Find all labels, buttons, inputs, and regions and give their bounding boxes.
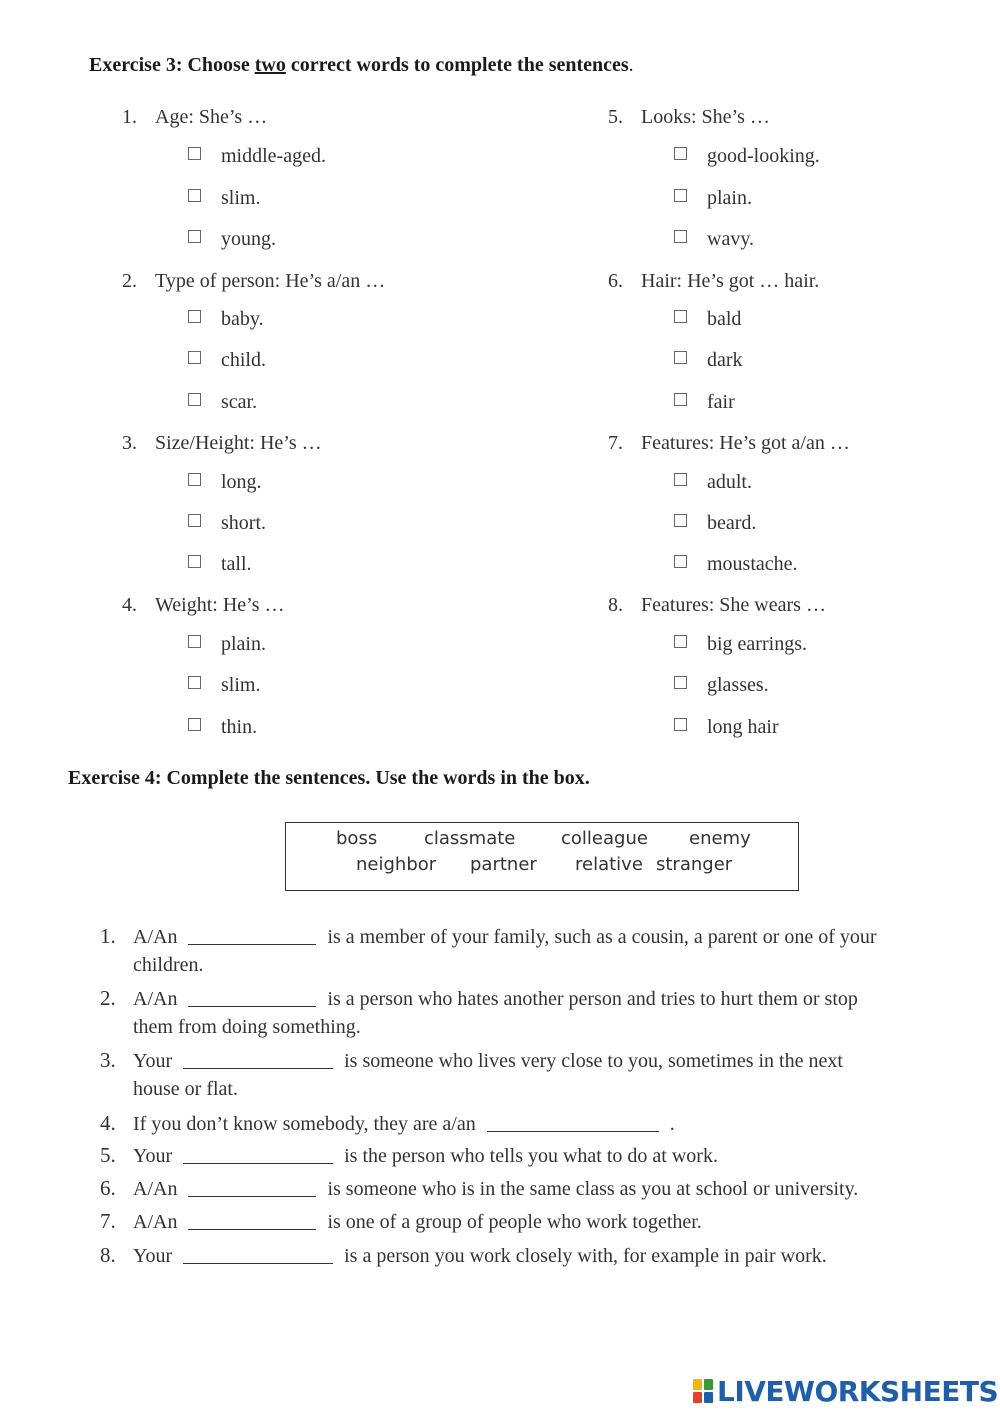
option-checkbox[interactable]: tall. — [188, 553, 252, 576]
option-checkbox[interactable]: long. — [188, 471, 262, 494]
option-checkbox[interactable]: long hair — [674, 716, 779, 739]
checkbox-icon[interactable] — [674, 230, 687, 243]
checkbox-icon[interactable] — [188, 718, 201, 731]
checkbox-icon[interactable] — [188, 393, 201, 406]
checkbox-icon[interactable] — [188, 635, 201, 648]
word-box — [285, 822, 799, 891]
option-checkbox[interactable]: adult. — [674, 471, 752, 494]
question-2: 2. Type of person: He’s a/an … — [122, 270, 386, 292]
checkbox-icon[interactable] — [674, 393, 687, 406]
word-box-item: classmate — [424, 828, 516, 849]
sentence-5: 5. Your is the person who tells you what to do at work. — [100, 1143, 718, 1167]
option-checkbox[interactable]: moustache. — [674, 553, 798, 576]
word-box-item: neighbor — [356, 854, 437, 875]
checkbox-icon[interactable] — [188, 230, 201, 243]
answer-blank[interactable] — [188, 928, 316, 945]
checkbox-icon[interactable] — [188, 514, 201, 527]
answer-blank[interactable] — [188, 1213, 316, 1230]
option-checkbox[interactable]: plain. — [674, 187, 752, 210]
sentence-1: 1. A/An is a member of your family, such as a cousin, a parent or one of your children. — [100, 924, 877, 976]
option-checkbox[interactable]: short. — [188, 512, 266, 535]
checkbox-icon[interactable] — [188, 676, 201, 689]
sentence-8: 8. Your is a person you work closely with, for example in pair work. — [100, 1243, 827, 1267]
checkbox-icon[interactable] — [188, 351, 201, 364]
option-checkbox[interactable]: bald — [674, 308, 741, 331]
answer-blank[interactable] — [188, 1180, 316, 1197]
answer-blank[interactable] — [183, 1247, 333, 1264]
option-checkbox[interactable]: big earrings. — [674, 633, 807, 656]
checkbox-icon[interactable] — [674, 147, 687, 160]
option-checkbox[interactable]: child. — [188, 349, 266, 372]
checkbox-icon[interactable] — [674, 189, 687, 202]
word-box-item: relative — [575, 854, 643, 875]
option-checkbox[interactable]: beard. — [674, 512, 756, 535]
option-checkbox[interactable]: fair — [674, 391, 735, 414]
word-box-item: boss — [336, 828, 378, 849]
liveworksheets-logo — [693, 1374, 998, 1408]
checkbox-icon[interactable] — [674, 676, 687, 689]
logo-mark-icon — [693, 1379, 713, 1403]
question-3: 3. Size/Height: He’s … — [122, 432, 322, 454]
question-5: 5. Looks: She’s … — [608, 106, 770, 128]
option-checkbox[interactable]: plain. — [188, 633, 266, 656]
exercise-3-heading: Exercise 3: Choose two correct words to complete the sentences. — [89, 54, 634, 76]
question-1: 1. Age: She’s … — [122, 106, 268, 128]
sentence-7: 7. A/An is one of a group of people who work together. — [100, 1209, 702, 1233]
checkbox-icon[interactable] — [674, 635, 687, 648]
option-checkbox[interactable]: thin. — [188, 716, 257, 739]
option-checkbox[interactable]: young. — [188, 228, 276, 251]
option-checkbox[interactable]: wavy. — [674, 228, 754, 251]
word-box-item: enemy — [689, 828, 751, 849]
answer-blank[interactable] — [183, 1052, 333, 1069]
option-checkbox[interactable]: slim. — [188, 674, 260, 697]
sentence-3: 3. Your is someone who lives very close to you, sometimes in the next house or flat. — [100, 1048, 843, 1100]
checkbox-icon[interactable] — [674, 351, 687, 364]
answer-blank[interactable] — [183, 1147, 333, 1164]
question-7: 7. Features: He’s got a/an … — [608, 432, 850, 454]
checkbox-icon[interactable] — [188, 473, 201, 486]
sentence-6: 6. A/An is someone who is in the same class as you at school or university. — [100, 1176, 859, 1200]
word-box-item: stranger — [656, 854, 733, 875]
sentence-2: 2. A/An is a person who hates another person and tries to hurt them or stop them from doing something. — [100, 986, 858, 1038]
checkbox-icon[interactable] — [674, 514, 687, 527]
option-checkbox[interactable]: good-looking. — [674, 145, 820, 168]
logo-text: LIVEWORKSHEETS — [717, 1374, 999, 1408]
option-checkbox[interactable]: dark — [674, 349, 743, 372]
word-box-item: partner — [470, 854, 537, 875]
option-checkbox[interactable]: baby. — [188, 308, 264, 331]
option-checkbox[interactable]: middle-aged. — [188, 145, 326, 168]
heading-underlined-word: two — [254, 54, 286, 76]
question-4: 4. Weight: He’s … — [122, 594, 285, 616]
option-checkbox[interactable]: glasses. — [674, 674, 769, 697]
sentence-4: 4. If you don’t know somebody, they are a/an . — [100, 1111, 675, 1135]
answer-blank[interactable] — [487, 1115, 659, 1132]
checkbox-icon[interactable] — [674, 718, 687, 731]
answer-blank[interactable] — [188, 990, 316, 1007]
checkbox-icon[interactable] — [188, 310, 201, 323]
option-checkbox[interactable]: slim. — [188, 187, 260, 210]
checkbox-icon[interactable] — [674, 555, 687, 568]
exercise-4-heading: Exercise 4: Complete the sentences. Use the words in the box. — [68, 767, 590, 789]
word-box-item: colleague — [561, 828, 648, 849]
checkbox-icon[interactable] — [188, 555, 201, 568]
option-checkbox[interactable]: scar. — [188, 391, 257, 414]
question-6: 6. Hair: He’s got … hair. — [608, 270, 820, 292]
checkbox-icon[interactable] — [188, 189, 201, 202]
question-8: 8. Features: She wears … — [608, 594, 826, 616]
checkbox-icon[interactable] — [674, 310, 687, 323]
checkbox-icon[interactable] — [674, 473, 687, 486]
checkbox-icon[interactable] — [188, 147, 201, 160]
